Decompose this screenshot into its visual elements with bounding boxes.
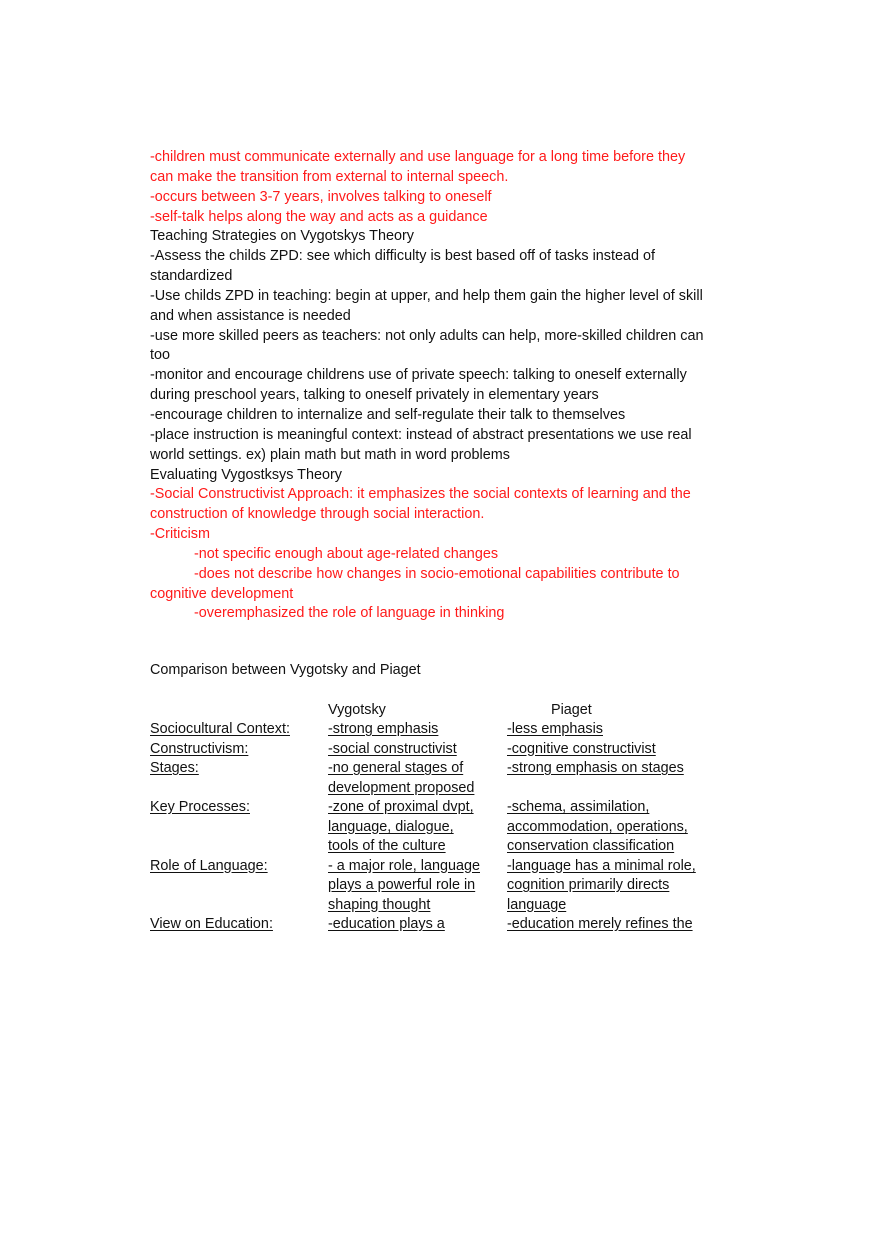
table-row [150, 720, 720, 740]
note-line: -Use childs ZPD in teaching: begin at upper, and help them gain the higher level of skill [150, 287, 703, 304]
row-label-text: Key Processes: [150, 799, 250, 815]
note-line: -children must communicate externally and use language for a long time before they [150, 149, 686, 165]
note-line: world settings. ex) plain math but math in word problems [150, 446, 510, 463]
table-row [150, 798, 720, 857]
note-line: -not specific enough about age-related changes [194, 545, 499, 562]
note-line: can make the transition from external to internal speech. [150, 168, 509, 185]
comparison-title: Comparison between Vygotsky and Piaget [150, 662, 421, 678]
vygotsky-cell [328, 720, 438, 740]
piaget-cell-text: -schema, assimilation, [507, 799, 650, 815]
vygotsky-cell-text: - a major role, language [328, 857, 480, 874]
note-line: -occurs between 3-7 years, involves talking to oneself [150, 188, 492, 205]
header-piaget: Piaget [551, 702, 592, 718]
vygotsky-cell-text: tools of the culture [328, 838, 446, 854]
piaget-cell [507, 915, 693, 935]
vygotsky-cell-text: -strong emphasis [328, 721, 439, 737]
table-row [150, 740, 720, 760]
vygotsky-cell [328, 857, 480, 916]
note-line: and when assistance is needed [150, 307, 351, 324]
vygotsky-cell-text: -no general stages of [328, 760, 464, 776]
note-line: -overemphasized the role of language in thinking [194, 605, 505, 622]
piaget-cell-text: -less emphasis [507, 721, 603, 737]
vygotsky-cell-text: plays a powerful role in [328, 877, 476, 893]
piaget-cell [507, 857, 696, 916]
vygotsky-cell-text: language, dialogue, [328, 818, 454, 835]
row-label-text: Stages: [150, 760, 199, 776]
vygotsky-cell [328, 759, 474, 798]
vygotsky-cell [328, 915, 445, 935]
note-line: during preschool years, talking to oneself privately in elementary years [150, 387, 599, 404]
vygotsky-cell [328, 798, 474, 857]
row-label [150, 798, 250, 818]
note-line: construction of knowledge through social interaction. [150, 506, 485, 523]
piaget-cell-text: language [507, 896, 567, 913]
piaget-cell-text: -education merely refines the [507, 916, 693, 932]
row-label-text: Constructivism: [150, 740, 249, 757]
note-line: cognitive development [150, 585, 294, 602]
vygotsky-cell-text: shaping thought [328, 896, 431, 913]
header-vygotsky: Vygotsky [328, 702, 386, 718]
row-label [150, 740, 248, 760]
piaget-cell-text: conservation classification [507, 838, 675, 854]
row-label [150, 857, 268, 877]
piaget-cell-text: cognition primarily directs [507, 877, 670, 893]
note-line: -Social Constructivist Approach: it emphasizes the social contexts of learning and the [150, 486, 691, 503]
piaget-cell-text: accommodation, operations, [507, 818, 688, 835]
table-row [150, 759, 720, 798]
row-label-text: View on Education: [150, 916, 273, 932]
vygotsky-cell-text: -zone of proximal dvpt, [328, 799, 474, 815]
piaget-cell-text: -strong emphasis on stages [507, 760, 684, 776]
note-line: Teaching Strategies on Vygotskys Theory [150, 228, 414, 245]
row-label-text: Role of Language: [150, 857, 268, 874]
comparison-table [150, 720, 720, 935]
note-line: standardized [150, 268, 233, 285]
note-line: -use more skilled peers as teachers: not only adults can help, more-skilled children can [150, 327, 704, 344]
piaget-cell [507, 759, 684, 779]
table-row [150, 915, 720, 935]
note-line: -Assess the childs ZPD: see which difficulty is best based off of tasks instead of [150, 248, 655, 265]
piaget-cell [507, 740, 656, 760]
vygotsky-cell [328, 740, 457, 760]
vygotsky-cell-text: -social constructivist [328, 740, 457, 757]
row-label [150, 759, 199, 779]
note-line: too [150, 347, 171, 364]
table-row [150, 857, 720, 916]
piaget-cell-text: -language has a minimal role, [507, 857, 696, 874]
piaget-cell [507, 720, 603, 740]
note-line: -monitor and encourage childrens use of private speech: talking to oneself externally [150, 367, 687, 384]
note-line: Evaluating Vygostksys Theory [150, 466, 342, 483]
note-line: -encourage children to internalize and self-regulate their talk to themselves [150, 406, 626, 423]
piaget-cell [507, 798, 688, 857]
vygotsky-cell-text: -education plays a [328, 916, 445, 932]
row-label-text: Sociocultural Context: [150, 721, 290, 737]
row-label [150, 720, 290, 740]
vygotsky-cell-text: development proposed [328, 779, 475, 796]
note-line: -does not describe how changes in socio-emotional capabilities contribute to [194, 565, 680, 582]
note-line: -place instruction is meaningful context: instead of abstract presentations we use real [150, 426, 692, 443]
note-line: -Criticism [150, 526, 210, 543]
notes-section [150, 148, 740, 624]
row-label [150, 915, 273, 935]
piaget-cell-text: -cognitive constructivist [507, 740, 656, 757]
note-line: -self-talk helps along the way and acts as a guidance [150, 208, 488, 225]
